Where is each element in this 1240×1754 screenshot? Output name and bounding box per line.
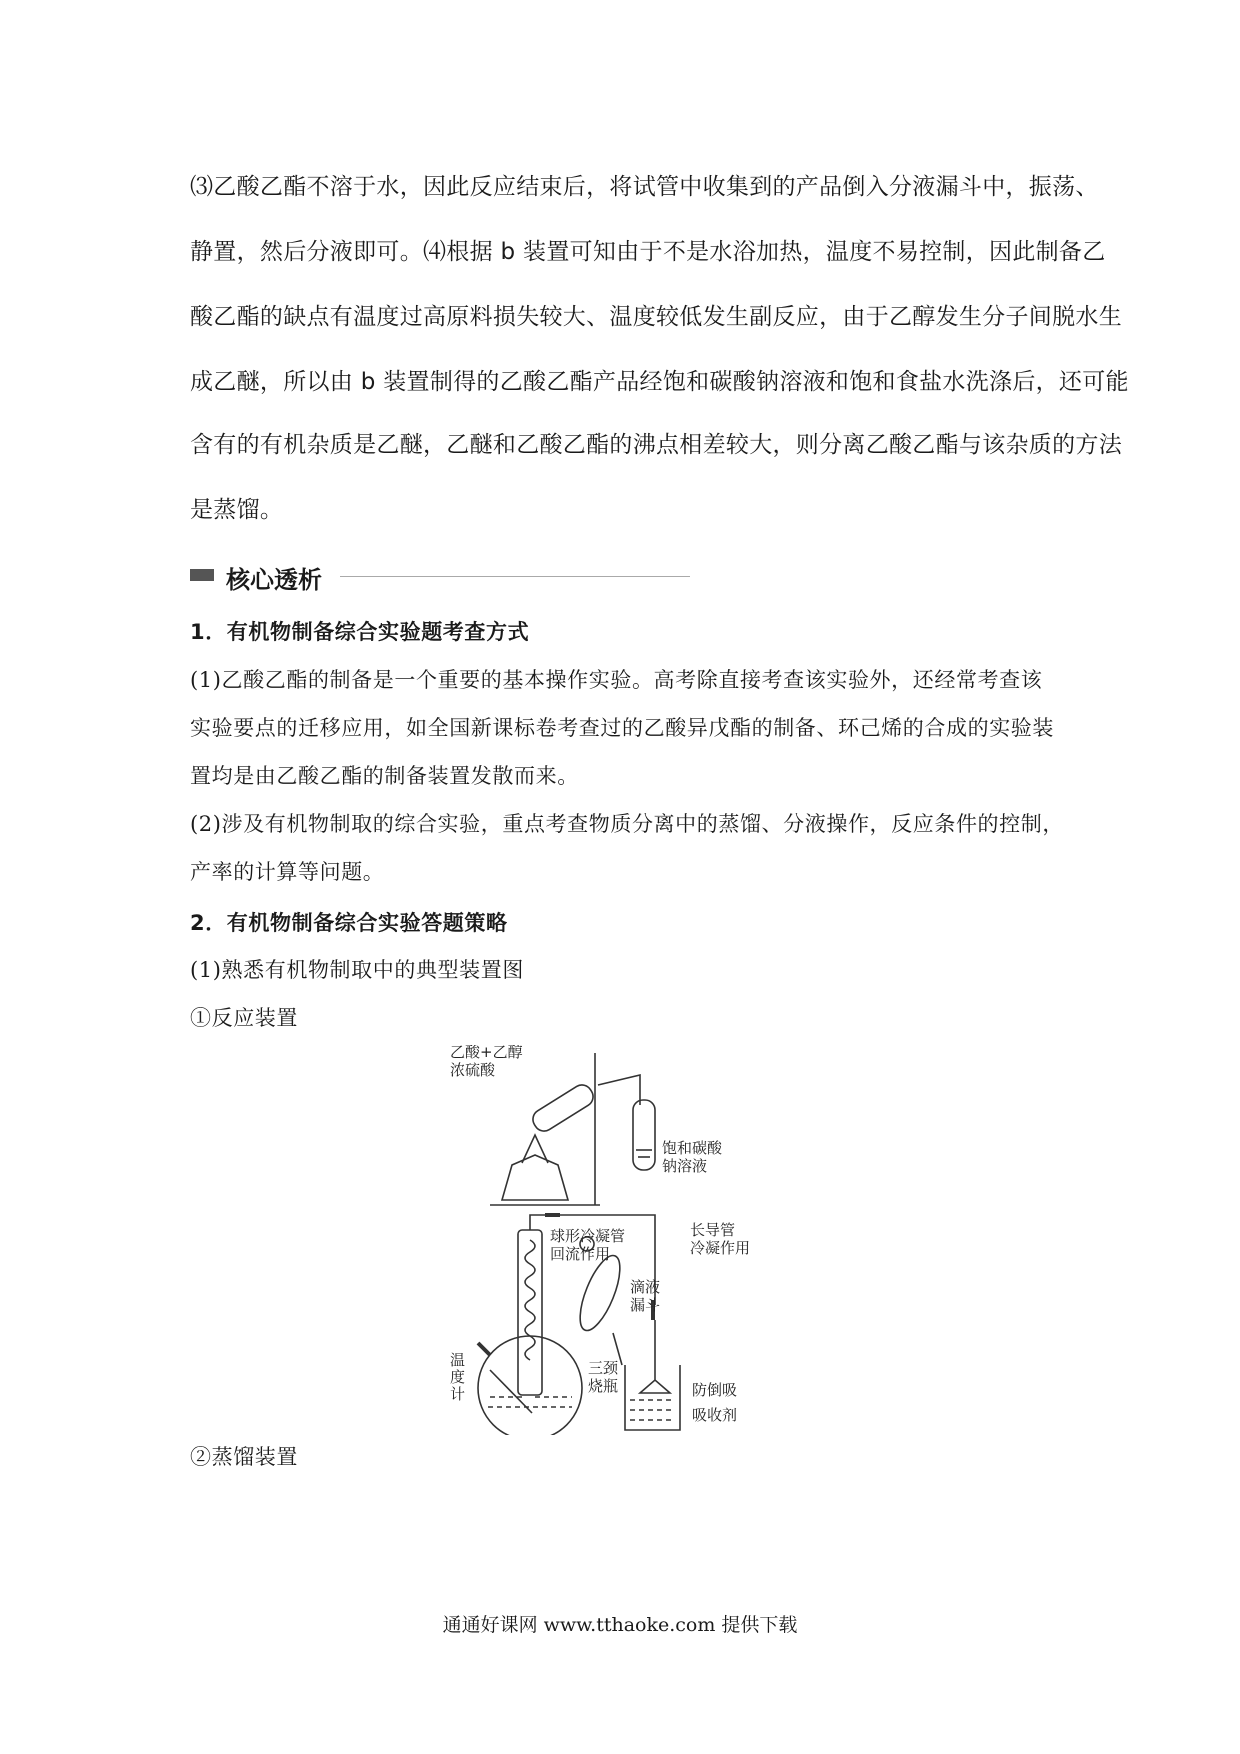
label-reagent-1: 乙酸+乙醇 <box>450 1045 523 1061</box>
text-line: 置均是由乙酸乙酯的制备装置发散而来。 <box>190 764 579 788</box>
text-line: (1)熟悉有机物制取中的典型装置图 <box>190 958 524 982</box>
paragraph-line: 成乙醚，所以由 b 装置制得的乙酸乙酯产品经饱和碳酸钠溶液和饱和食盐水洗涤后，还可能 <box>190 369 1129 395</box>
label-longtube-2: 冷凝作用 <box>690 1239 751 1257</box>
label-longtube-1: 长导管 <box>690 1221 736 1239</box>
label-funnel-1: 滴液 <box>630 1278 661 1296</box>
label-antisuck: 防倒吸 <box>692 1381 738 1399</box>
paragraph-line: 酸乙酯的缺点有温度过高原料损失较大、温度较低发生副反应，由于乙醇发生分子间脱水生 <box>190 304 1122 330</box>
text-line: (1)乙酸乙酯的制备是一个重要的基本操作实验。高考除直接考查该实验外，还经常考查该 <box>190 668 1043 692</box>
label-thermo-3: 计 <box>450 1385 466 1403</box>
heading-2: 2．有机物制备综合实验答题策略 <box>190 911 508 935</box>
label-reagent-2: 浓硫酸 <box>450 1061 496 1079</box>
text-line: 产率的计算等问题。 <box>190 860 385 884</box>
text-line: 实验要点的迁移应用，如全国新课标卷考查过的乙酸异戊酯的制备、环己烯的合成的实验装 <box>190 716 1054 740</box>
paragraph-line: 含有的有机杂质是乙醚，乙醚和乙酸乙酯的沸点相差较大，则分离乙酸乙酯与该杂质的方法 <box>190 432 1122 458</box>
section-bar-icon <box>190 569 214 581</box>
label-condenser-1: 球形冷凝管 <box>550 1227 626 1245</box>
paragraph-line: 静置，然后分液即可。⑷根据 b 装置可知由于不是水浴加热，温度不易控制，因此制备乙 <box>190 239 1106 265</box>
reaction-apparatus-diagram <box>450 1045 790 1435</box>
text-line: (2)涉及有机物制取的综合实验，重点考查物质分离中的蒸馏、分液操作，反应条件的控制， <box>190 812 1064 836</box>
heading-1: 1．有机物制备综合实验题考查方式 <box>190 620 530 644</box>
section-divider <box>340 576 690 577</box>
label-absorbent: 吸收剂 <box>692 1406 738 1424</box>
label-thermo-1: 温 <box>450 1351 466 1369</box>
paragraph-line: ⑶乙酸乙酯不溶于水，因此反应结束后，将试管中收集到的产品倒入分液漏斗中，振荡、 <box>190 174 1099 200</box>
text-line: ②蒸馏装置 <box>190 1445 298 1469</box>
section-title: 核心透析 <box>226 566 322 594</box>
section-header <box>190 560 690 594</box>
label-flask-1: 三颈 <box>588 1359 619 1377</box>
label-thermo-2: 度 <box>450 1368 466 1386</box>
label-flask-2: 烧瓶 <box>588 1377 619 1395</box>
label-funnel-2: 漏斗 <box>630 1296 661 1314</box>
footer-source: 通通好课网 www.tthaoke.com 提供下载 <box>442 1614 798 1636</box>
paragraph-line: 是蒸馏。 <box>190 497 284 523</box>
text-line: ①反应装置 <box>190 1006 298 1030</box>
label-na2co3-2: 钠溶液 <box>662 1157 708 1175</box>
label-condenser-2: 回流作用 <box>550 1245 611 1263</box>
label-na2co3-1: 饱和碳酸 <box>662 1139 723 1157</box>
